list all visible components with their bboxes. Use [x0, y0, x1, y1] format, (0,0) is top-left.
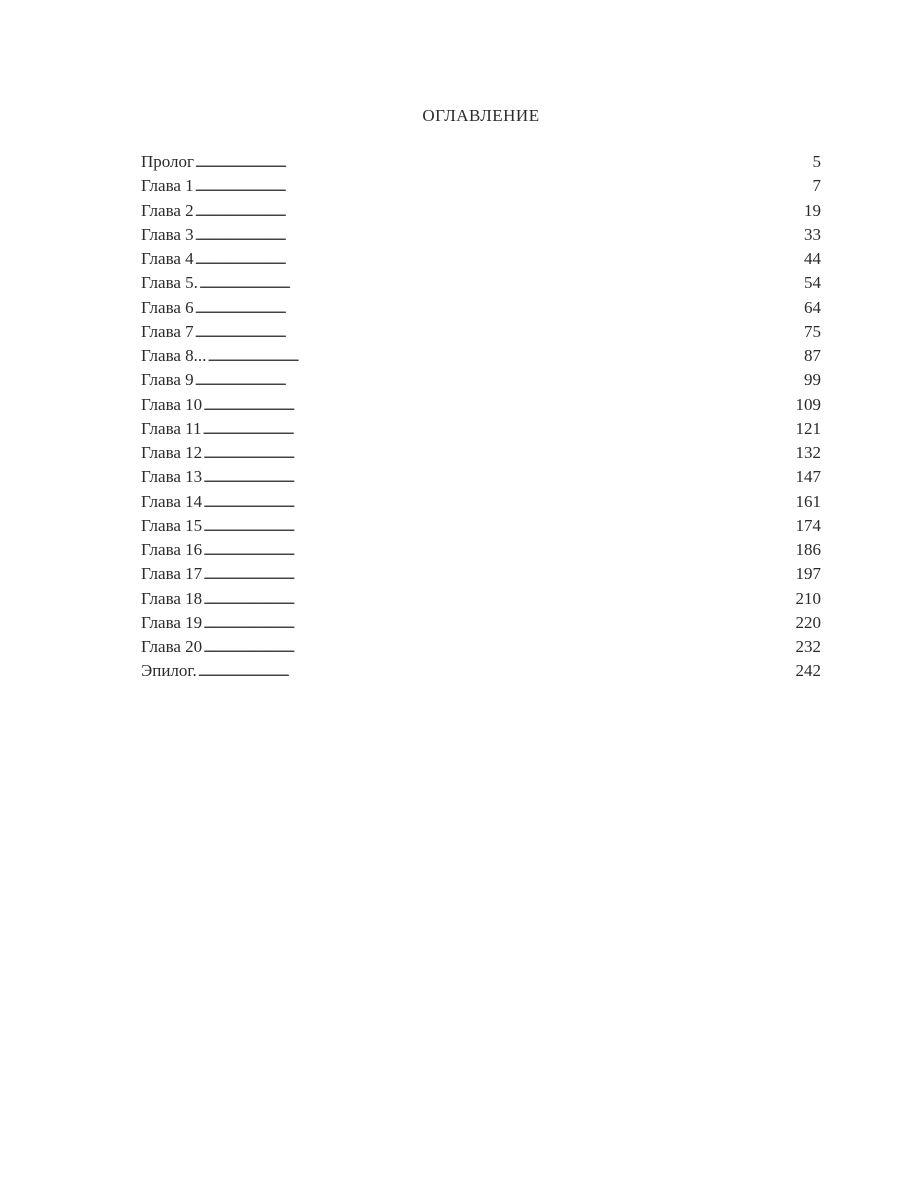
- toc-dot-leader: [194, 150, 812, 174]
- toc-entry-page-number: 7: [812, 176, 821, 196]
- toc-entry: [141, 635, 821, 659]
- toc-entry-label: Эпилог.: [141, 661, 197, 681]
- toc-entry-page-number: 64: [804, 297, 821, 317]
- toc-entry-page-number: 54: [804, 273, 821, 293]
- toc-entry-page-number: 75: [804, 321, 821, 341]
- toc-entry-page-number: 33: [804, 224, 821, 244]
- toc-dot-leader: [202, 417, 796, 441]
- toc-entry: [141, 562, 821, 586]
- toc-entry-page-number: 210: [795, 588, 821, 608]
- toc-entry-label: Пролог: [141, 152, 195, 171]
- toc-entry: [141, 538, 821, 562]
- toc-entry-page-number: 161: [795, 491, 821, 511]
- toc-dot-leader: [194, 368, 804, 392]
- toc-entry-page-number: 186: [795, 540, 821, 559]
- toc-dot-leader: [202, 514, 795, 538]
- toc-entry-label: Глава 15: [141, 515, 203, 535]
- toc-entry: [141, 320, 821, 344]
- toc-entry-label: Глава 6: [141, 297, 194, 317]
- toc-entry: [141, 344, 821, 368]
- toc-entry: [141, 514, 821, 538]
- toc-entry-label: Глава 2: [141, 200, 194, 220]
- toc-dot-leader: [202, 562, 795, 586]
- toc-entry-page-number: 232: [795, 637, 821, 656]
- toc-dot-leader: [202, 465, 795, 489]
- toc-entry-page-number: 19: [804, 200, 821, 220]
- toc-entry-label: Глава 8...: [141, 346, 207, 365]
- toc-entry: [141, 223, 821, 247]
- toc-entry: [141, 247, 821, 271]
- toc-entry: [141, 296, 821, 320]
- toc-dot-leader: [202, 490, 795, 514]
- toc-entry: [141, 465, 821, 489]
- toc-dot-leader: [202, 538, 795, 562]
- toc-entry: [141, 490, 821, 514]
- toc-entry: [141, 587, 821, 611]
- toc-entry-page-number: 174: [795, 515, 821, 535]
- toc-entry: [141, 611, 821, 635]
- toc-entry: [141, 271, 821, 295]
- toc-entry-page-number: 121: [795, 418, 821, 438]
- toc-entry-label: Глава 5.: [141, 273, 198, 293]
- toc-entry-label: Глава 19: [141, 612, 203, 632]
- toc-entry-label: Глава 20: [141, 637, 203, 656]
- toc-entry-label: Глава 14: [141, 491, 203, 511]
- toc-entry-label: Глава 17: [141, 564, 203, 584]
- toc-entry-label: Глава 1: [141, 176, 194, 196]
- toc-dot-leader: [202, 587, 795, 611]
- toc-dot-leader: [194, 223, 804, 247]
- toc-dot-leader: [197, 659, 796, 683]
- toc-entry-page-number: 197: [795, 564, 821, 584]
- toc-entry: [141, 393, 821, 417]
- toc-entry-page-number: 220: [795, 612, 821, 632]
- toc-entry-label: Глава 10: [141, 394, 203, 414]
- toc-entry-page-number: 99: [804, 370, 821, 390]
- toc-entry-label: Глава 3: [141, 224, 194, 244]
- toc-dot-leader: [194, 174, 813, 198]
- toc-dot-leader: [202, 635, 795, 659]
- toc-entry-label: Глава 11: [141, 418, 202, 438]
- toc-entry: [141, 174, 821, 198]
- toc-entry-page-number: 109: [795, 394, 821, 414]
- toc-entry: [141, 659, 821, 683]
- toc-entry-page-number: 87: [804, 346, 821, 365]
- toc-entry: [141, 199, 821, 223]
- toc-entry-label: Глава 13: [141, 467, 203, 487]
- toc-entry-label: Глава 7: [141, 321, 194, 341]
- toc-entry-page-number: 132: [795, 443, 821, 462]
- toc-dot-leader: [206, 344, 804, 368]
- toc-entry-label: Глава 16: [141, 540, 203, 559]
- toc-entry: [141, 368, 821, 392]
- toc-dot-leader: [202, 393, 795, 417]
- toc-entry: [141, 150, 821, 174]
- toc-entry-page-number: 44: [804, 249, 821, 268]
- toc-dot-leader: [194, 247, 804, 271]
- toc-entry-label: Глава 4: [141, 249, 194, 268]
- toc-dot-leader: [194, 296, 804, 320]
- toc-dot-leader: [194, 320, 804, 344]
- toc-dot-leader: [198, 271, 804, 295]
- toc-dot-leader: [194, 199, 804, 223]
- toc-entry: [141, 441, 821, 465]
- toc-dot-leader: [202, 611, 795, 635]
- toc-entry-label: Глава 9: [141, 370, 194, 390]
- toc-entry-label: Глава 12: [141, 443, 203, 462]
- toc-entry: [141, 417, 821, 441]
- toc-entry-page-number: 147: [795, 467, 821, 487]
- toc-dot-leader: [202, 441, 795, 465]
- toc-entry-page-number: 242: [795, 661, 821, 681]
- table-of-contents: [141, 150, 821, 684]
- toc-entry-page-number: 5: [812, 152, 821, 171]
- toc-entry-label: Глава 18: [141, 588, 203, 608]
- toc-title: ОГЛАВЛЕНИЕ: [422, 106, 540, 125]
